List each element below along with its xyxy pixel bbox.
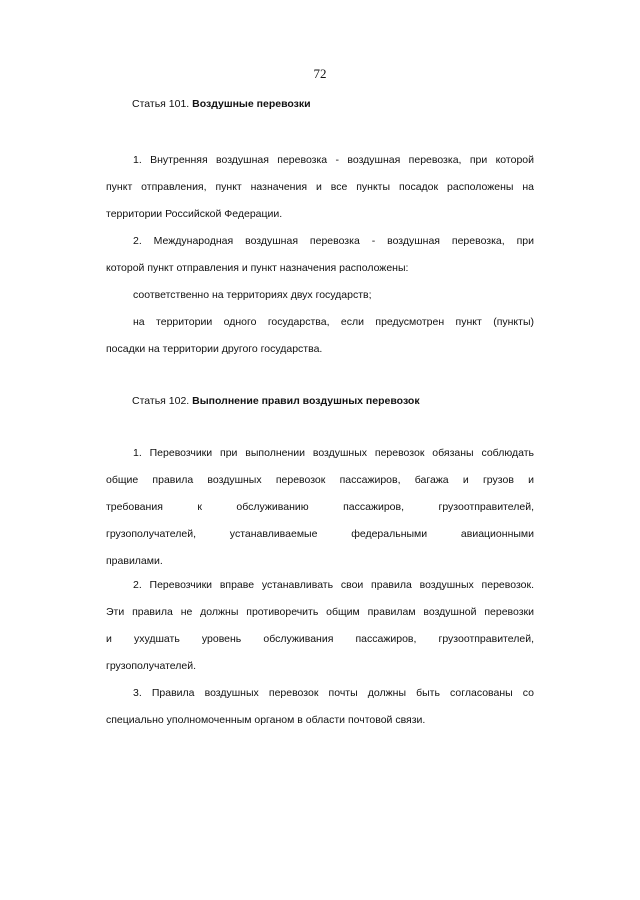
article-102-title: Выполнение правил воздушных перевозок: [192, 395, 420, 407]
article-101-line: 2. Международная воздушная перевозка - воздушная перевозка, при: [133, 235, 534, 247]
article-102-heading: [132, 395, 420, 407]
article-102-label: Статья 102.: [132, 395, 190, 407]
article-102-line: общие правила воздушных перевозок пассажиров, багажа и грузов и: [106, 474, 534, 486]
article-102-line: 1. Перевозчики при выполнении воздушных перевозок обязаны соблюдать: [133, 447, 534, 459]
article-101-line: пункт отправления, пункт назначения и все пункты посадок расположены на: [106, 181, 534, 193]
article-101-line: посадки на территории другого государства.: [106, 343, 323, 355]
article-102-line: и ухудшать уровень обслуживания пассажиров, грузоотправителей,: [106, 633, 534, 645]
article-102-line: грузополучателей, устанавливаемые федеральными авиационными: [106, 528, 534, 540]
article-102-line: требования к обслуживанию пассажиров, грузоотправителей,: [106, 501, 534, 513]
article-102-line: 3. Правила воздушных перевозок почты должны быть согласованы со: [133, 687, 534, 699]
article-101-line: соответственно на территориях двух государств;: [133, 289, 372, 301]
article-102-line: Эти правила не должны противоречить общим правилам воздушной перевозки: [106, 606, 534, 618]
article-102-line: правилами.: [106, 555, 163, 567]
article-101-title: Воздушные перевозки: [192, 98, 311, 110]
article-101-line: которой пункт отправления и пункт назначения расположены:: [106, 262, 409, 274]
article-101-line: 1. Внутренняя воздушная перевозка - воздушная перевозка, при которой: [133, 154, 534, 166]
article-102-line: специально уполномоченным органом в области почтовой связи.: [106, 714, 426, 726]
article-102-line: грузополучателей.: [106, 660, 197, 672]
article-101-heading: [132, 98, 311, 110]
page-number: 72: [313, 66, 327, 81]
article-102-line: 2. Перевозчики вправе устанавливать свои правила воздушных перевозок.: [133, 579, 534, 591]
article-101-line: территории Российской Федерации.: [106, 208, 283, 220]
article-101-line: на территории одного государства, если предусмотрен пункт (пункты): [133, 316, 534, 328]
article-101-label: Статья 101.: [132, 98, 190, 110]
